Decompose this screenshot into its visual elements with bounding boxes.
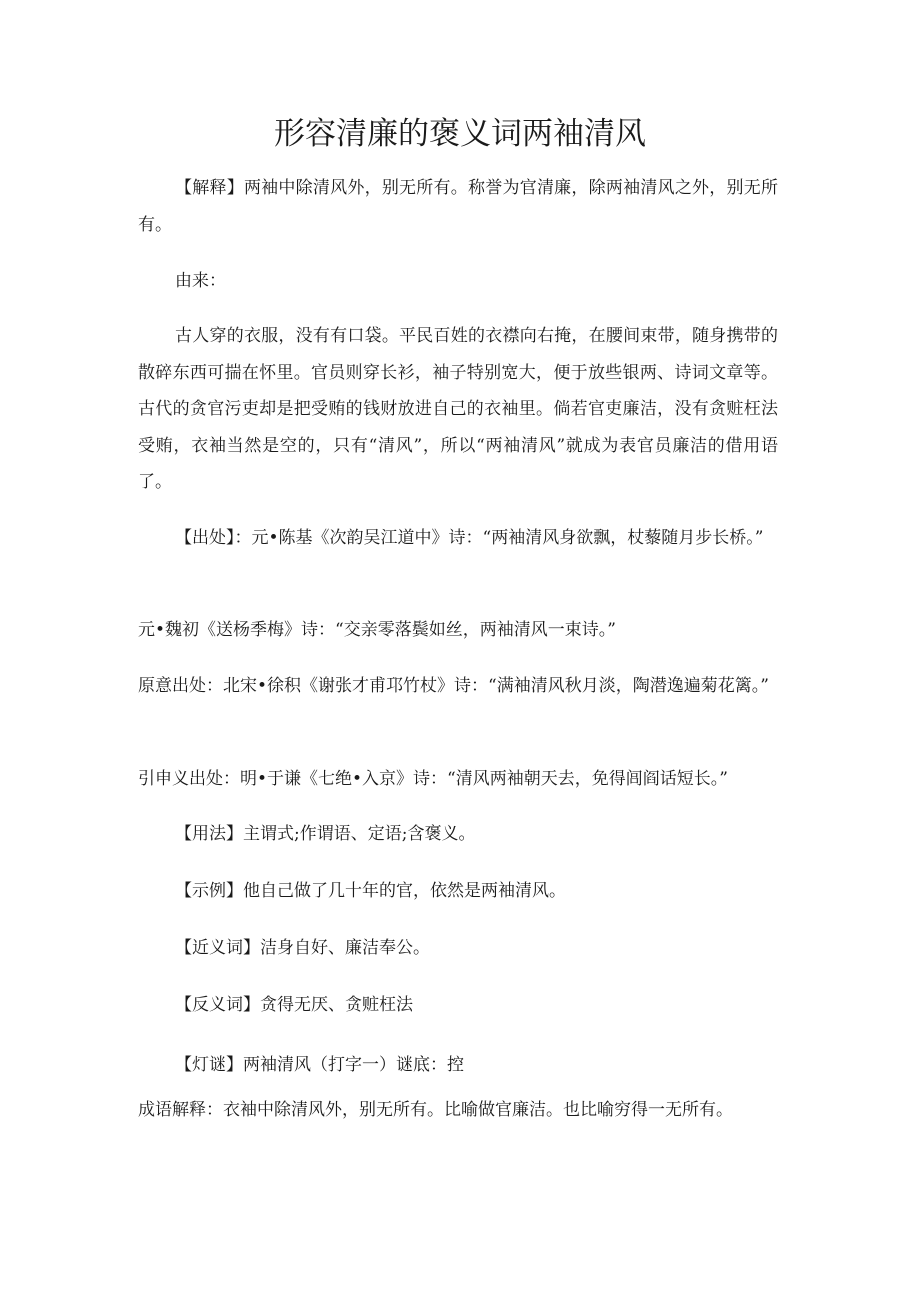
paragraph-usage: 【用法】主谓式;作谓语、定语;含褒义。 xyxy=(175,824,476,844)
paragraph-antonyms: 【反义词】贪得无厌、贪赃枉法 xyxy=(175,995,413,1015)
paragraph-source: 【出处】：元•陈基《次韵吴江道中》诗：“两袖清风身欲飘，杖藜随月步长桥。” xyxy=(175,528,764,548)
paragraph-origin-heading: 由来： xyxy=(175,271,226,291)
paragraph-riddle: 【灯谜】两袖清风（打字一）谜底：控 xyxy=(175,1055,464,1075)
paragraph-original-source: 原意出处：北宋•徐积《谢张才甫邛竹杖》诗：“满袖清风秋月淡，陶潜逸遍菊花篱。” xyxy=(138,676,769,696)
paragraph-synonyms: 【近义词】洁身自好、廉洁奉公。 xyxy=(175,938,430,958)
page-title: 形容清廉的褒义词两袖清风 xyxy=(274,116,646,152)
paragraph-example: 【示例】他自己做了几十年的官，依然是两袖清风。 xyxy=(175,881,566,901)
paragraph-extended-source: 引申义出处：明•于谦《七绝•入京》诗：“清风两袖朝天去，免得闾阎话短长。” xyxy=(138,769,728,789)
paragraph-idiom-explanation: 成语解释：衣袖中除清风外，别无所有。比喻做官廉洁。也比喻穷得一无所有。 xyxy=(138,1100,733,1120)
paragraph-explanation: 【解释】两袖中除清风外，别无所有。称誉为官清廉，除两袖清风之外，别无所有。 xyxy=(138,178,778,235)
paragraph-source-wei-chu: 元•魏初《送杨季梅》诗：“交亲零落鬓如丝，两袖清风一束诗。” xyxy=(138,620,616,640)
paragraph-origin-body: 古人穿的衣服，没有有口袋。平民百姓的衣襟向右掩，在腰间束带，随身携带的散碎东西可揣在怀里。官员则穿长衫，袖子特别宽大，便于放些银两、诗词文章等。古代的贪官污吏却是把受贿的钱财放进自己的衣袖里。倘若官吏廉洁，没有贪赃枉法受贿，衣袖当然是空的，只有“清风”，所以“两袖清风”就成为表官员廉洁的借用语了。 xyxy=(138,326,778,492)
